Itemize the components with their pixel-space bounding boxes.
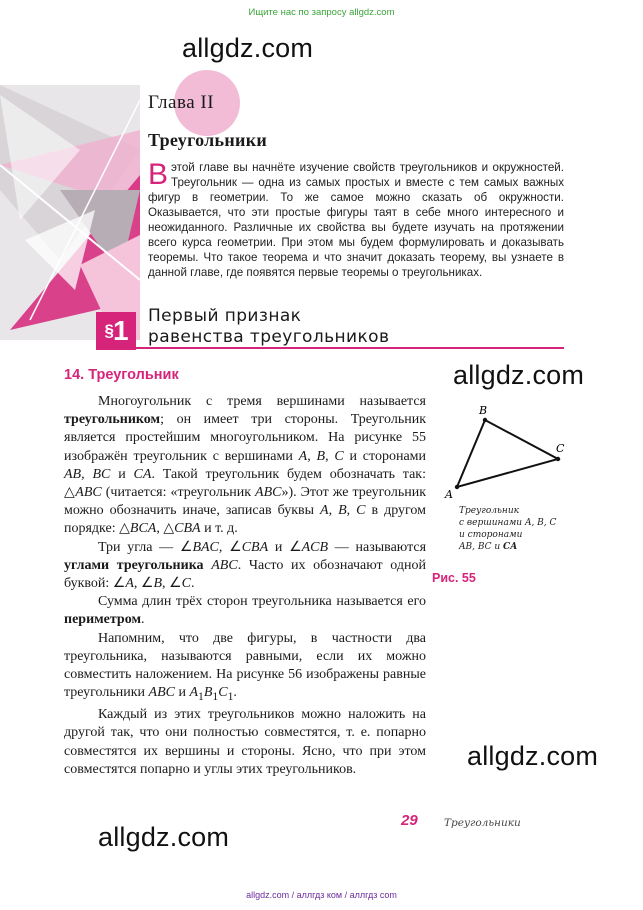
chapter-intro — [148, 160, 564, 280]
subsection-number: 14. — [64, 367, 85, 383]
caption-line: AB, BC и CA — [459, 542, 518, 552]
paragraph: Каждый из этих треугольников можно наложить на другой так, что они полностью совместятся, т. е. попарно совместятся их вершины и стороны. Ясно, что при этом совместятся попарно и углы этих треугольников. — [64, 707, 426, 777]
triangle-abc — [457, 420, 558, 487]
paragraph: Сумма длин трёх сторон треугольника называется его периметром. — [64, 594, 426, 628]
caption-line: Треугольник — [459, 506, 520, 516]
subsection-title: Треугольник — [88, 367, 179, 383]
watermark-text: allgdz.com — [453, 360, 585, 390]
triangle-figure — [440, 402, 580, 502]
vertex-point — [455, 485, 459, 489]
caption-line: и сторонами — [459, 530, 523, 540]
paragraph: Три угла — ∠BAC, ∠CBA и ∠ACB — называются углами треугольника ABC. Часто их обозначают одной буквой: ∠A, ∠B, ∠C. — [64, 539, 427, 592]
vertex-point — [556, 457, 560, 461]
caption-line: с вершинами A, B, C — [459, 518, 557, 528]
section-badge — [96, 312, 136, 350]
drop-cap: В — [148, 158, 169, 191]
section-rule — [136, 347, 564, 349]
paragraph: Напомним, что две фигуры, в частности два треугольника, называются равными, если их можно совместить наложением. На рисунке 56 изображены равные треугольники ABC и $A_1B_1C_1$. — [64, 630, 426, 704]
paragraph: Многоугольник с тремя вершинами называется треугольником; он имеет три стороны. Треугольник является простейшим многоугольником. На рисунке 55 изображён треугольник с вершинами A, B, C и сторонами AB, BC и CA. Такой треугольник будем обозначать так: △ABC (читается: «треугольник ABC»). Этот же треугольник можно обозначить иначе, записав буквы A, B, C в другом порядке: △BCA, △CBA и т. д. — [64, 394, 427, 537]
top-search-note: Ищите нас по запросу allgdz.com — [248, 7, 395, 18]
vertex-label-a: A — [445, 488, 453, 501]
watermark-text: allgdz.com — [467, 741, 599, 771]
chapter-title: Треугольники — [148, 130, 268, 150]
figure-caption — [459, 505, 579, 553]
chapter-number: Глава II — [148, 92, 215, 113]
page-number: 29 — [401, 812, 418, 829]
intro-text: этой главе вы начнёте изучение свойств треугольников и окружностей. Треугольник — одна из самых простых и вместе с тем самых важных фигур в геометрии. То же самое можно сказать об окружности. Оказывается, что эти простые фигуры таят в себе много интересного и неожиданного. Различные их свойства вы будете изучать на протяжении всего курса геометрии. При этом мы будем формулировать и доказывать теоремы. Что такое теорема и что значит доказать теорему, вы узнаете в данной главе, где появятся первые теоремы о треугольниках. — [148, 161, 564, 279]
vertex-point — [483, 418, 487, 422]
figure-label: Рис. 55 — [432, 571, 476, 585]
vertex-label-b: B — [479, 404, 488, 417]
watermark-text: allgdz.com — [182, 33, 314, 63]
body-text — [64, 393, 426, 779]
section-title-line: Первый признак — [148, 306, 302, 326]
section-number: 1 — [112, 315, 128, 346]
watermark-text: allgdz.com — [98, 822, 230, 852]
vertex-label-c: C — [556, 442, 565, 455]
subsection-heading — [64, 367, 179, 383]
section-sign: § — [104, 321, 113, 340]
section-title-line: равенства треугольников — [148, 327, 390, 347]
running-title: Треугольники — [444, 817, 521, 829]
bottom-site-note: allgdz.com / аллгдз ком / аллгдз com — [246, 890, 397, 900]
section-title — [148, 306, 389, 348]
